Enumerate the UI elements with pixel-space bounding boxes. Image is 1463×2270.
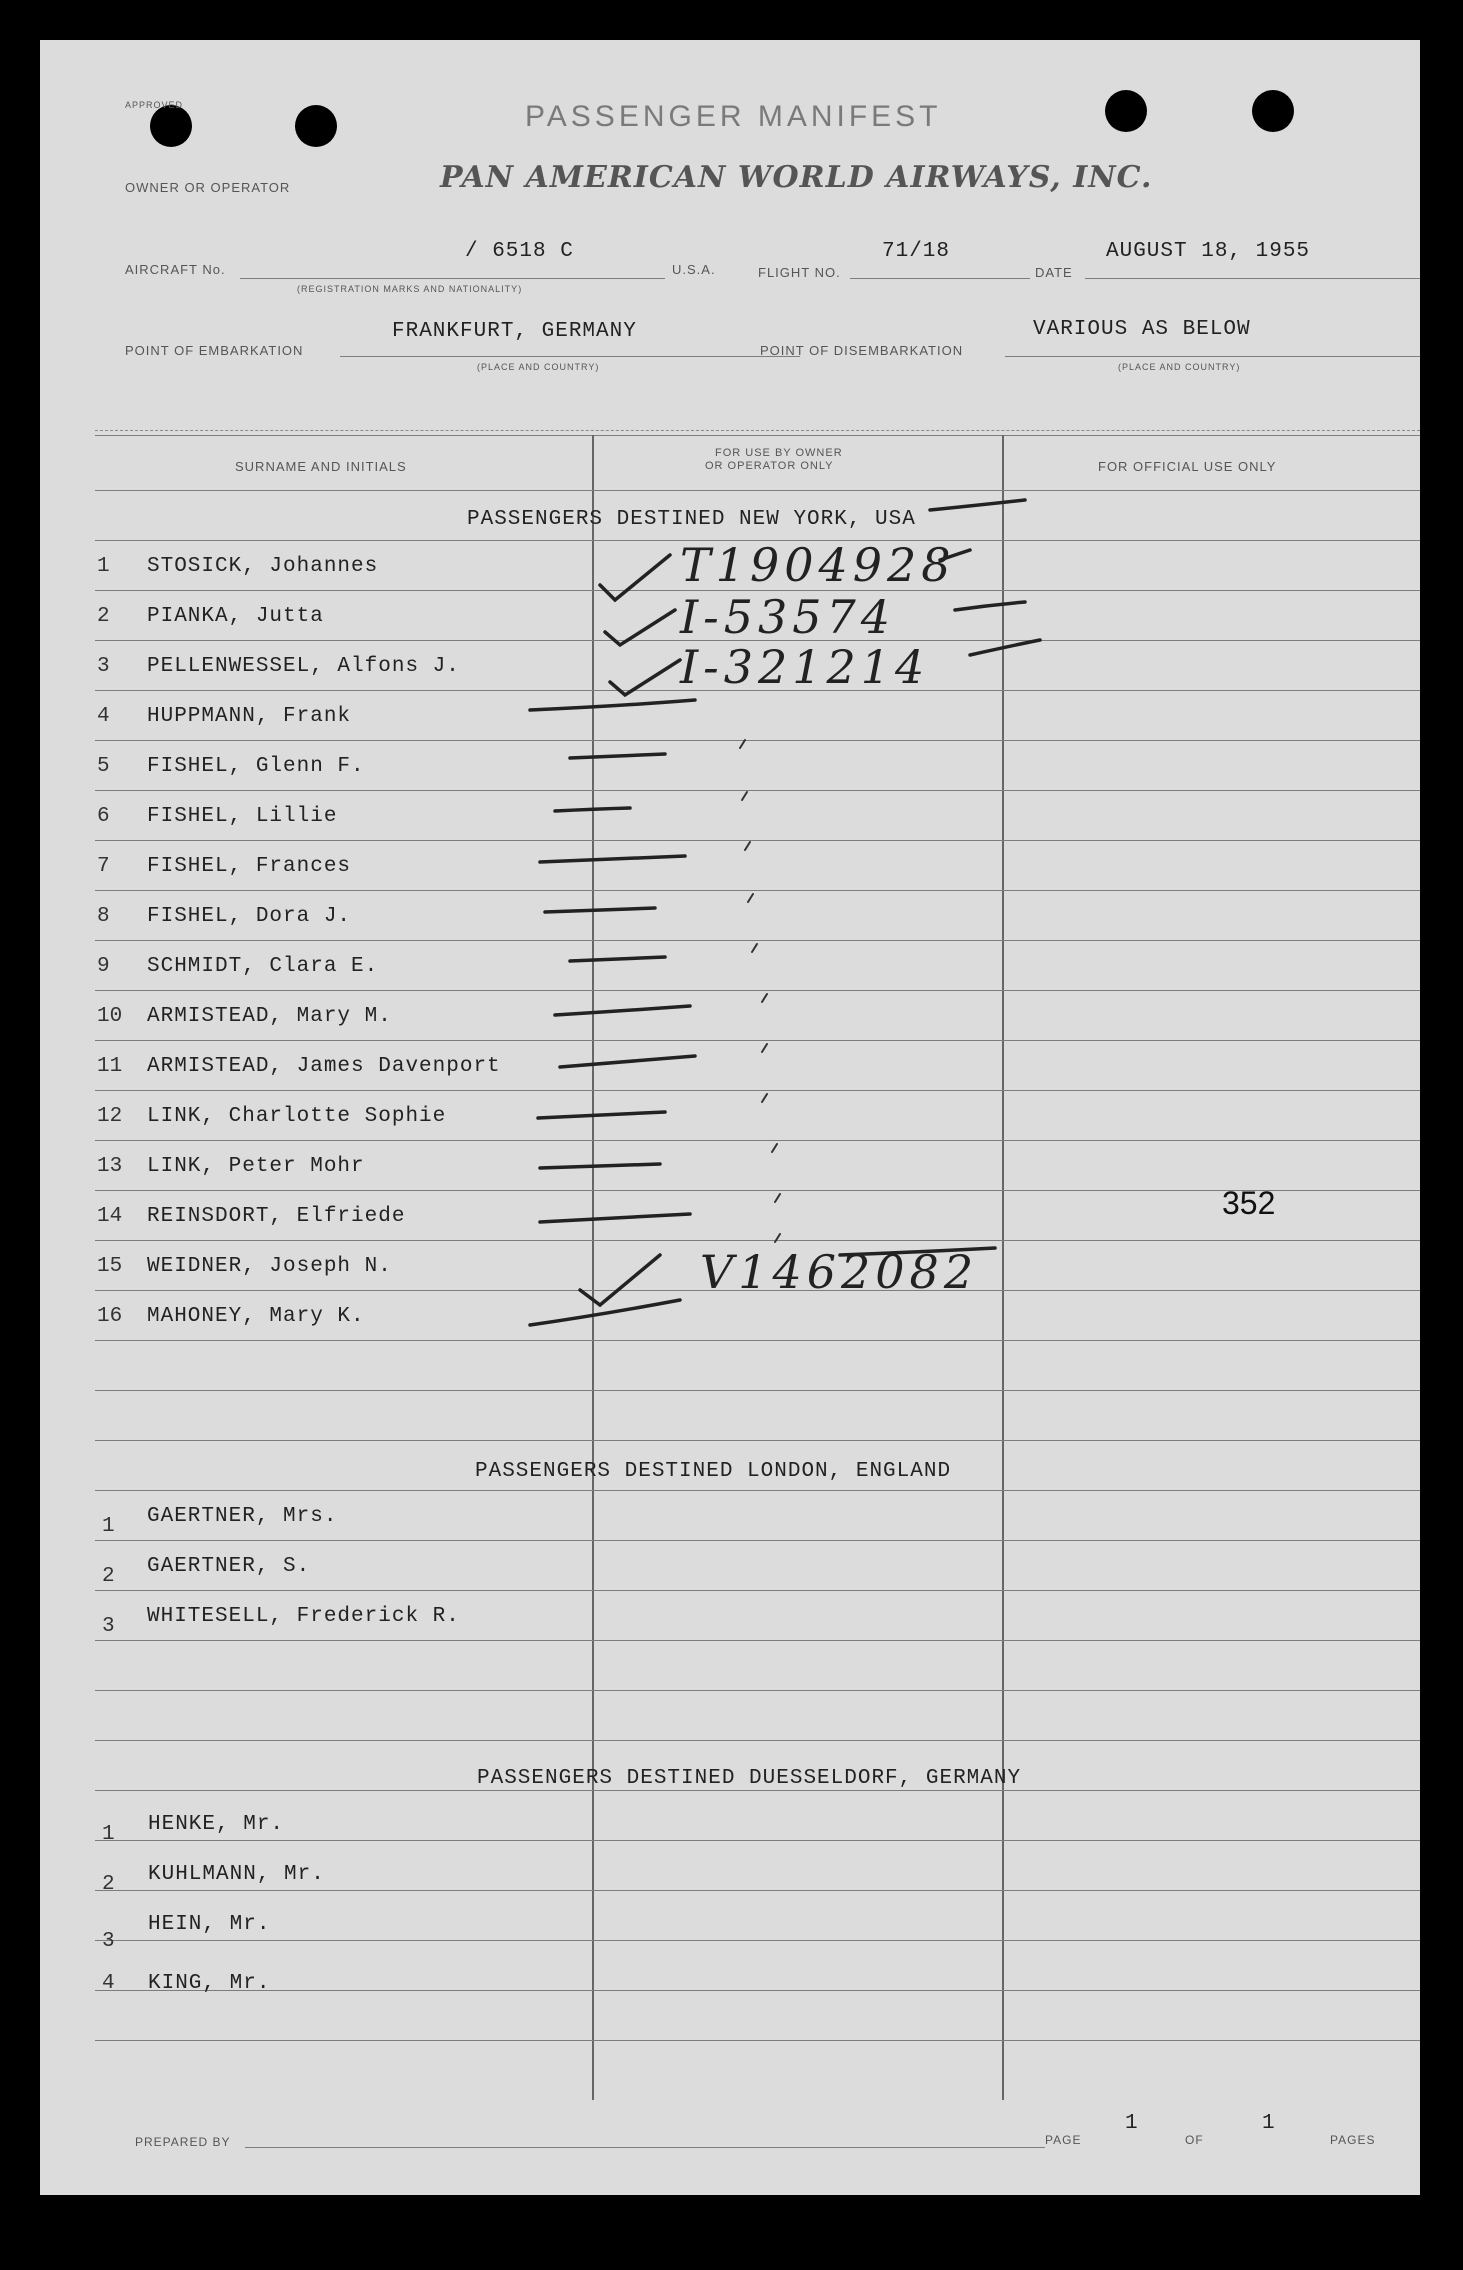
check-mark [610,660,680,695]
tick-mark [748,894,753,902]
dash-line [940,550,970,560]
section-heading: PASSENGERS DESTINED NEW YORK, USA [467,508,916,531]
passenger-name: WEIDNER, Joseph N. [147,1255,392,1278]
check-mark [580,1255,660,1305]
dash-line [970,640,1040,655]
passenger-name: KING, Mr. [148,1972,271,1995]
dash-line [955,602,1025,610]
row-number: 6 [97,805,110,828]
passenger-name: FISHEL, Frances [147,855,352,878]
row-number: 3 [102,1930,115,1953]
row-number: 2 [102,1565,115,1588]
row-number: 8 [97,905,110,928]
aircraft-number: / 6518 C [465,240,574,263]
disembark-place: VARIOUS AS BELOW [1033,318,1251,341]
official-note: 352 [1222,1185,1276,1221]
dash-line [540,1164,660,1168]
embark-label: POINT OF EMBARKATION [125,343,304,358]
passenger-name: PIANKA, Jutta [147,605,324,628]
row-number: 1 [102,1515,115,1538]
page-number: 1 [1125,2112,1139,2135]
tick-mark [762,1094,767,1102]
dash-line [530,700,695,710]
page-label: PAGE [1045,2133,1082,2147]
flight-label: FLIGHT NO. [758,265,841,280]
tick-mark [772,1144,777,1152]
row-number: 4 [97,705,110,728]
disembark-label: POINT OF DISEMBARKATION [760,343,964,358]
row-number: 12 [97,1105,123,1128]
pages-label: PAGES [1330,2133,1376,2147]
aircraft-sub: (REGISTRATION MARKS AND NATIONALITY) [297,284,523,294]
dash-line [570,754,665,758]
passenger-name: ARMISTEAD, Mary M. [147,1005,392,1028]
section-heading: PASSENGERS DESTINED LONDON, ENGLAND [475,1460,952,1483]
row-number: 3 [97,655,110,678]
row-number: 5 [97,755,110,778]
page-total: 1 [1262,2112,1276,2135]
passenger-name: PELLENWESSEL, Alfons J. [147,655,460,678]
dash-line [555,1006,690,1015]
passenger-name: WHITESELL, Frederick R. [147,1605,460,1628]
handwritten-entry: V1462082 [700,1245,979,1299]
disembark-sub: (PLACE AND COUNTRY) [1118,362,1241,372]
dash-line [545,908,655,912]
row-number: 9 [97,955,110,978]
check-mark [605,610,675,645]
owner-name: PAN AMERICAN WORLD AIRWAYS, INC. [440,160,1153,195]
tick-mark [752,944,757,952]
embark-sub: (PLACE AND COUNTRY) [477,362,600,372]
row-number: 4 [102,1972,115,1995]
passenger-name: FISHEL, Dora J. [147,905,352,928]
row-number: 2 [97,605,110,628]
dash-line [530,1300,680,1325]
row-number: 2 [102,1873,115,1896]
handwritten-entry: I-53574 [680,590,896,644]
passenger-name: FISHEL, Glenn F. [147,755,365,778]
prepared-by-rule [245,2147,1045,2148]
section-heading: PASSENGERS DESTINED DUESSELDORF, GERMANY [477,1767,1022,1790]
row-number: 1 [97,555,110,578]
aircraft-label: AIRCRAFT No. [125,262,226,277]
passenger-name: STOSICK, Johannes [147,555,379,578]
handwritten-marks [40,40,1420,2195]
tick-mark [775,1234,780,1242]
dash-line [570,957,665,961]
manifest-page [40,40,1420,2195]
embark-place: FRANKFURT, GERMANY [392,320,637,343]
dash-line [840,1248,995,1255]
check-mark [600,555,670,600]
passenger-name: GAERTNER, Mrs. [147,1505,338,1528]
handwritten-entry: T1904928 [680,538,956,592]
dash-line [540,1214,690,1222]
tick-mark [762,994,767,1002]
date-label: DATE [1035,265,1073,280]
dash-line [555,808,630,811]
passenger-name: KUHLMANN, Mr. [148,1863,325,1886]
tick-mark [742,792,747,800]
dash-line [538,1112,665,1118]
form-title: PASSENGER MANIFEST [525,100,942,133]
passenger-name: SCHMIDT, Clara E. [147,955,379,978]
column-header-official: FOR OFFICIAL USE ONLY [1098,459,1277,474]
column-header-owner-use: OR OPERATOR ONLY [705,460,834,472]
row-number: 14 [97,1205,123,1228]
passenger-name: HEIN, Mr. [148,1913,271,1936]
row-number: 1 [102,1823,115,1846]
nationality: U.S.A. [672,262,716,277]
passenger-name: HENKE, Mr. [148,1813,285,1836]
passenger-name: ARMISTEAD, James Davenport [147,1055,501,1078]
passenger-name: MAHONEY, Mary K. [147,1305,365,1328]
of-label: OF [1185,2133,1204,2147]
approval-stamp: APPROVED [125,100,184,110]
passenger-name: FISHEL, Lillie [147,805,338,828]
passenger-name: REINSDORT, Elfriede [147,1205,406,1228]
dash-line [540,856,685,862]
prepared-by-label: PREPARED BY [135,2135,231,2149]
column-header-owner-use: FOR USE BY OWNER [715,447,843,459]
tick-mark [775,1194,780,1202]
row-number: 16 [97,1305,123,1328]
tick-mark [762,1044,767,1052]
passenger-name: LINK, Charlotte Sophie [147,1105,447,1128]
row-number: 7 [97,855,110,878]
passenger-name: LINK, Peter Mohr [147,1155,365,1178]
column-header-name: SURNAME AND INITIALS [235,459,407,474]
handwritten-entry: I-321214 [680,640,930,694]
row-number: 13 [97,1155,123,1178]
row-number: 10 [97,1005,123,1028]
flight-number: 71/18 [882,240,951,263]
row-number: 15 [97,1255,123,1278]
row-number: 11 [97,1055,123,1078]
dash-line [930,500,1025,510]
dash-line [560,1056,695,1067]
flight-date: AUGUST 18, 1955 [1106,240,1311,263]
tick-mark [745,842,750,850]
passenger-name: HUPPMANN, Frank [147,705,352,728]
owner-label: OWNER OR OPERATOR [125,180,291,195]
passenger-name: GAERTNER, S. [147,1555,311,1578]
row-number: 3 [102,1615,115,1638]
tick-mark [740,740,745,748]
